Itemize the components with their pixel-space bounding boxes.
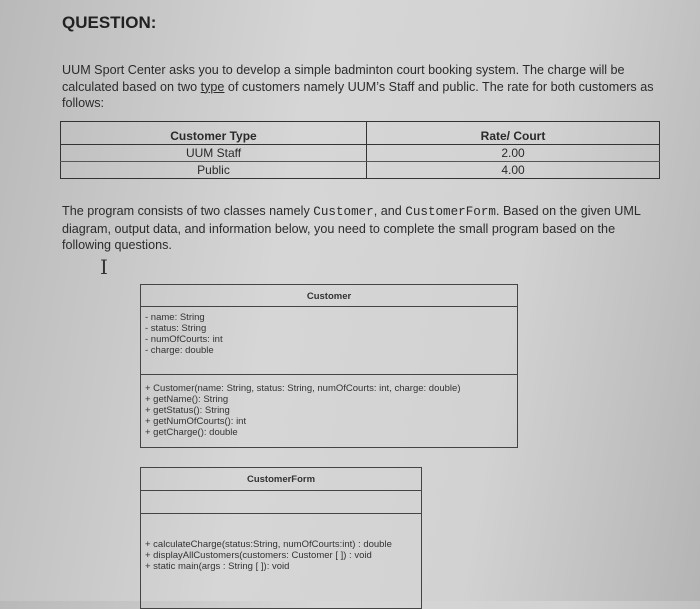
desc-text: , and	[373, 204, 406, 218]
uml-customer-class	[140, 284, 518, 448]
uml-method: + getCharge(): double	[145, 427, 238, 438]
uml-method: + displayAllCustomers(customers: Customer [ ]) : void	[145, 550, 372, 561]
rate-table	[60, 121, 660, 179]
uml-method: + getName(): String	[145, 394, 229, 405]
header-rate: Rate/ Court	[367, 122, 660, 145]
uml-attribute: - numOfCourts: int	[145, 334, 223, 345]
table-row	[61, 162, 660, 179]
uml-attribute: - status: String	[145, 323, 207, 334]
table-header-row	[61, 122, 660, 145]
text-cursor-icon: I	[100, 255, 108, 279]
class-name-customer: Customer	[313, 205, 374, 219]
table-row	[61, 145, 660, 162]
desc-text: The program consists of two classes namely	[62, 204, 314, 218]
uml-method: + getStatus(): String	[145, 405, 230, 416]
uml-customerform-class	[140, 467, 422, 609]
desc-text: . Based on the given UML diagram, output data, and information below, you need to complete the small program based on the following questions.	[62, 204, 641, 252]
intro-paragraph	[62, 62, 662, 112]
uml-method: + getNumOfCourts(): int	[145, 416, 247, 427]
cell-type: UUM Staff	[61, 145, 367, 162]
uml-attributes-empty	[141, 491, 421, 514]
uml-attribute: - charge: double	[145, 345, 214, 356]
uml-method: + static main(args : String [ ]): void	[145, 561, 290, 572]
cell-rate: 2.00	[367, 145, 660, 162]
uml-attributes	[141, 307, 517, 375]
uml-method: + calculateCharge(status:String, numOfCourts:int) : double	[145, 539, 392, 550]
uml-class-title: CustomerForm	[141, 468, 421, 491]
question-heading: QUESTION:	[62, 13, 157, 32]
uml-class-title: Customer	[141, 285, 517, 307]
uml-methods	[141, 375, 517, 442]
intro-text: UUM Sport Center asks you to develop a simple badminton court booking system. The charge will be calculated based on two	[62, 63, 625, 94]
header-customer-type: Customer Type	[61, 122, 367, 145]
uml-attribute: - name: String	[145, 312, 205, 323]
uml-methods	[141, 514, 421, 576]
description-paragraph	[62, 203, 662, 254]
uml-method: + Customer(name: String, status: String, numOfCourts: int, charge: double)	[145, 383, 461, 394]
cell-type: Public	[61, 162, 367, 179]
cell-rate: 4.00	[367, 162, 660, 179]
intro-underlined: type	[200, 79, 225, 94]
intro-text-end: of customers namely UUM’s Staff and public. The rate for both customers as follows:	[62, 79, 654, 110]
class-name-customerform: CustomerForm	[405, 205, 496, 219]
